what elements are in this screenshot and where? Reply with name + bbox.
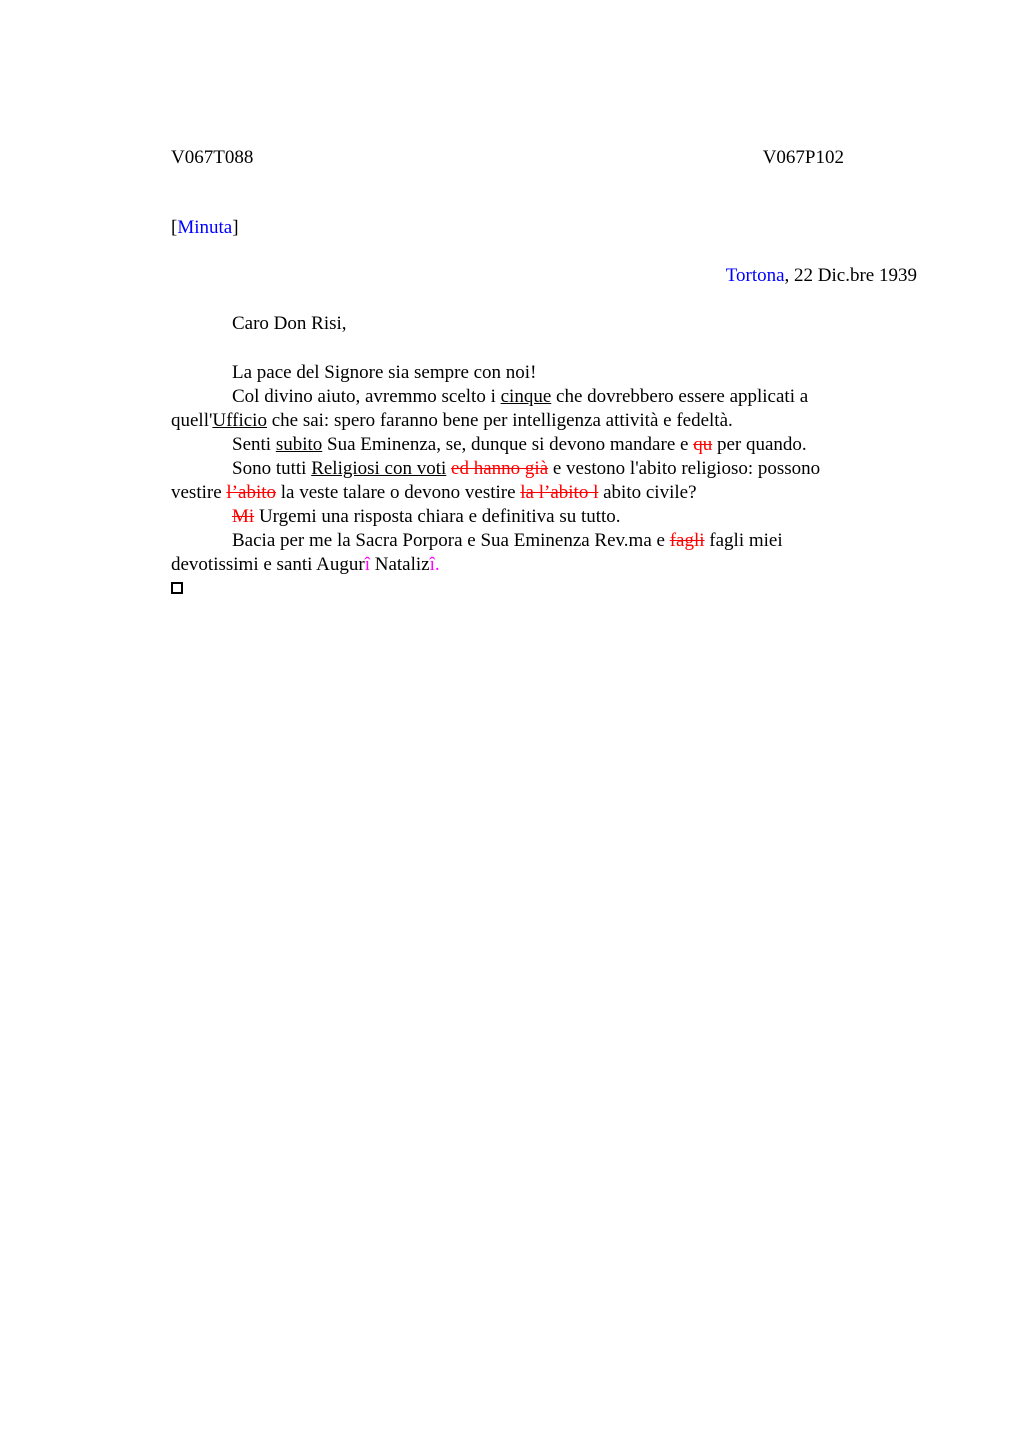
paragraph-6 bbox=[171, 529, 871, 577]
deleted-text: l’abito bbox=[226, 482, 277, 503]
end-marker bbox=[171, 577, 871, 601]
deleted-text: Mi bbox=[232, 506, 255, 527]
paragraph-1: La pace del Signore sia sempre con noi! bbox=[232, 362, 537, 383]
date-text: , 22 Dic.bre 1939 bbox=[784, 265, 917, 286]
minuta-label: Minuta bbox=[177, 217, 233, 238]
text-run: fagli miei devotissimi e santi Augur bbox=[171, 530, 783, 575]
paragraph-4 bbox=[171, 457, 871, 505]
text-run: Sua Eminenza, se, dunque si devono mandare e bbox=[322, 434, 694, 455]
inserted-text: î. bbox=[429, 554, 440, 575]
volume-id: V067T088 bbox=[171, 147, 254, 168]
salutation: Caro Don Risi, bbox=[232, 313, 347, 334]
text-run: Bacia per me la Sacra Porpora e Sua Eminenza Rev.ma e bbox=[232, 530, 670, 551]
paragraph-2 bbox=[171, 385, 871, 433]
text-run: per quando. bbox=[712, 434, 807, 455]
paragraph-3 bbox=[171, 433, 871, 457]
text-run: e vestono l'abito religioso: possono vestire bbox=[171, 458, 821, 503]
text-run: Sono tutti bbox=[232, 458, 312, 479]
place-name: Tortona bbox=[725, 265, 785, 286]
text-run: abito civile? bbox=[598, 482, 697, 503]
letter-body bbox=[171, 361, 871, 601]
draft-label bbox=[171, 217, 239, 239]
text-run: che dovrebbero essere applicati a quell' bbox=[171, 386, 809, 431]
page-id: V067P102 bbox=[762, 147, 844, 168]
inserted-text: î bbox=[364, 554, 370, 575]
underlined-word: Religiosi con voti bbox=[311, 458, 447, 479]
text-run: Col divino aiuto, avremmo scelto i bbox=[232, 386, 501, 407]
deleted-text: ed hanno già bbox=[451, 458, 549, 479]
document-page bbox=[171, 0, 931, 1450]
deleted-text: qu bbox=[693, 434, 713, 455]
deleted-text: fagli bbox=[669, 530, 705, 551]
dateline bbox=[726, 265, 917, 287]
underlined-word: cinque bbox=[500, 386, 552, 407]
text-run: Urgemi una risposta chiara e definitiva su tutto. bbox=[254, 506, 621, 527]
underlined-word: Ufficio bbox=[212, 410, 267, 431]
text-run: che sai: spero faranno bene per intelligenza attività e fedeltà. bbox=[266, 410, 733, 431]
text-run: Nataliz bbox=[369, 554, 430, 575]
square-outline-icon bbox=[171, 582, 183, 594]
underlined-word: subito bbox=[275, 434, 323, 455]
bracket-close: ] bbox=[232, 217, 239, 238]
deleted-text: la l’abito l bbox=[520, 482, 599, 503]
header-ids bbox=[171, 147, 844, 171]
paragraph-5 bbox=[171, 505, 871, 529]
text-run: Senti bbox=[232, 434, 276, 455]
text-run: la veste talare o devono vestire bbox=[276, 482, 521, 503]
bracket-open: [ bbox=[171, 217, 178, 238]
